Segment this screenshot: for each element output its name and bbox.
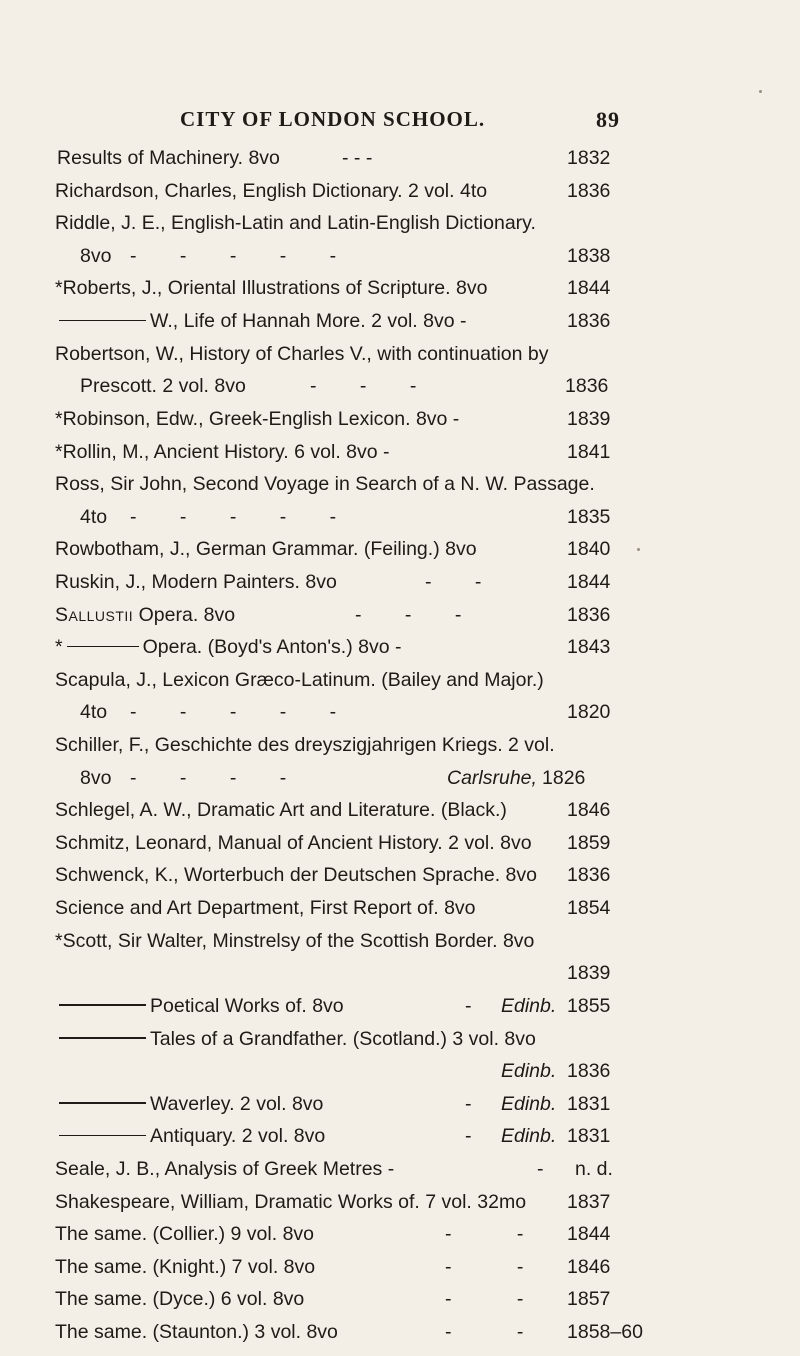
- list-item: [55, 275, 625, 302]
- list-item: [55, 1254, 625, 1281]
- entry-title: Shakespeare, William, Dramatic Works of. 7 vol. 32mo: [55, 1190, 527, 1213]
- entry-title: The same. (Collier.) 9 vol. 8vo: [55, 1223, 315, 1246]
- entry-year: 1826: [542, 766, 586, 789]
- entry-year: 1859: [567, 831, 611, 854]
- paper-speck: [637, 548, 640, 551]
- entry-year: 1840: [567, 538, 611, 561]
- list-item: [55, 895, 625, 922]
- entry-year: 1846: [567, 1255, 611, 1278]
- entry-title: Schlegel, A. W., Dramatic Art and Literature. (Black.): [55, 799, 507, 822]
- entry-year: 1831: [567, 1092, 611, 1115]
- entry-title: Prescott. 2 vol. 8vo: [80, 375, 246, 398]
- list-item: [55, 1058, 625, 1085]
- list-item: [55, 1189, 625, 1216]
- list-item: [55, 341, 625, 368]
- entry-title: Antiquary. 2 vol. 8vo: [150, 1125, 326, 1148]
- leader-dashes: - -: [445, 1255, 524, 1278]
- leader-dashes: -: [465, 994, 472, 1017]
- entry-title: Opera. 8vo: [138, 603, 236, 626]
- entry-author: Sallustii: [55, 603, 134, 626]
- list-item: [55, 993, 625, 1020]
- entry-place: Carlsruhe,: [447, 766, 537, 789]
- list-item: [80, 699, 625, 726]
- entry-place: Edinb.: [501, 1060, 557, 1083]
- entry-title: Schiller, F., Geschichte des dreyszigjahrigen Kriegs. 2 vol.: [55, 734, 555, 756]
- entry-title: Scapula, J., Lexicon Græco-Latinum. (Bailey and Major.): [55, 668, 544, 691]
- leader-dashes: - - -: [310, 375, 417, 398]
- leader-dashes: - -: [445, 1223, 524, 1246]
- entry-title: Schmitz, Leonard, Manual of Ancient History. 2 vol. 8vo: [55, 831, 532, 854]
- entry-title: *Rollin, M., Ancient History. 6 vol. 8vo -: [55, 440, 390, 463]
- entry-title: Ross, Sir John, Second Voyage in Search of a N. W. Passage.: [55, 473, 595, 496]
- entry-title: Riddle, J. E., English-Latin and Latin-English Dictionary.: [55, 212, 536, 235]
- entry-place: Edinb.: [501, 994, 557, 1017]
- leader-dashes: - - -: [342, 147, 373, 169]
- entry-title: Seale, J. B., Analysis of Greek Metres -: [55, 1157, 395, 1180]
- entry-year: 1843: [567, 636, 611, 659]
- entry-year: 1836: [567, 1060, 611, 1083]
- list-item: [55, 471, 625, 498]
- entry-title: Robertson, W., History of Charles V., with continuation by: [55, 342, 549, 365]
- list-item: [55, 830, 625, 857]
- entry-title: Waverley. 2 vol. 8vo: [150, 1092, 324, 1115]
- leader-dashes: -: [465, 1092, 472, 1115]
- list-item: [55, 928, 625, 955]
- list-item: [57, 145, 627, 172]
- entry-year: 1844: [567, 277, 611, 300]
- entry-title: Rowbotham, J., German Grammar. (Feiling.) 8vo: [55, 538, 477, 561]
- leader-dashes: - - - - -: [130, 244, 337, 267]
- list-item: [55, 1221, 625, 1248]
- entry-place: Edinb.: [501, 1125, 557, 1148]
- entry-year: 1836: [567, 179, 611, 202]
- entry-title: W., Life of Hannah More. 2 vol. 8vo -: [150, 310, 467, 333]
- list-item: [55, 536, 625, 563]
- list-item: [80, 243, 625, 270]
- list-item: [55, 1091, 625, 1118]
- ditto-rule: [67, 646, 139, 648]
- ditto-rule: [59, 1102, 146, 1104]
- leader-dashes: -: [537, 1157, 544, 1180]
- entry-year: 1832: [567, 147, 611, 169]
- entry-year: 1836: [565, 375, 609, 398]
- list-item: [55, 960, 625, 987]
- leader-dashes: - -: [425, 570, 482, 593]
- entry-title: Poetical Works of. 8vo: [150, 994, 344, 1017]
- page-header: [180, 107, 620, 137]
- list-item: [80, 765, 625, 792]
- entry-title: Tales of a Grandfather. (Scotland.) 3 vol. 8vo: [150, 1027, 536, 1050]
- entry-title: The same. (Dyce.) 6 vol. 8vo: [55, 1288, 305, 1311]
- entry-year: 1836: [567, 310, 611, 333]
- entry-year: 1839: [567, 407, 611, 430]
- entry-title: *Robinson, Edw., Greek-English Lexicon. 8vo -: [55, 407, 460, 430]
- list-item: [55, 667, 625, 694]
- entry-year: 1857: [567, 1288, 611, 1311]
- entry-year: 1841: [567, 440, 611, 463]
- list-item: [80, 373, 625, 400]
- entry-mark: *: [55, 636, 63, 659]
- list-item: [55, 308, 625, 335]
- list-item: [55, 1156, 625, 1183]
- list-item: [80, 504, 625, 531]
- entry-year: 1855: [567, 994, 611, 1017]
- list-item: [55, 1319, 643, 1346]
- leader-dashes: -: [465, 1125, 472, 1148]
- leader-dashes: - -: [445, 1321, 524, 1343]
- entry-year: 1858–60: [567, 1321, 643, 1343]
- list-item: [55, 210, 625, 237]
- entry-format: 8vo: [80, 244, 112, 267]
- list-item: [55, 634, 625, 661]
- list-item: [55, 1123, 625, 1150]
- entry-year: 1846: [567, 799, 611, 822]
- list-item: [55, 178, 625, 205]
- entry-year: 1836: [567, 603, 611, 626]
- list-item: [55, 439, 625, 466]
- entry-year: 1820: [567, 701, 611, 724]
- leader-dashes: - -: [445, 1288, 524, 1311]
- list-item: [55, 406, 625, 433]
- entry-title: Schwenck, K., Worterbuch der Deutschen Sprache. 8vo: [55, 864, 537, 887]
- entry-year: 1836: [567, 864, 611, 887]
- ditto-rule: [59, 1037, 146, 1039]
- entry-title: Opera. (Boyd's Anton's.) 8vo -: [142, 636, 402, 659]
- entry-format: 4to: [80, 505, 108, 528]
- paper-speck: [759, 90, 762, 93]
- ditto-rule: [59, 320, 146, 322]
- entry-title: *Scott, Sir Walter, Minstrelsy of the Scottish Border. 8vo: [55, 929, 535, 952]
- running-head: CITY OF LONDON SCHOOL.: [180, 107, 486, 131]
- leader-dashes: - - - - -: [130, 701, 337, 724]
- ditto-rule: [59, 1135, 146, 1137]
- entry-year: 1844: [567, 1223, 611, 1246]
- list-item: [55, 602, 625, 629]
- entry-year: 1835: [567, 505, 611, 528]
- ditto-rule: [59, 1004, 146, 1006]
- entry-place: Edinb.: [501, 1092, 557, 1115]
- page-number: 89: [596, 107, 620, 132]
- list-item: [55, 732, 625, 759]
- list-item: [55, 569, 625, 596]
- entry-year: 1844: [567, 570, 611, 593]
- entry-year: 1854: [567, 897, 611, 920]
- entry-title: Science and Art Department, First Report of. 8vo: [55, 897, 476, 920]
- entry-title: *Roberts, J., Oriental Illustrations of Scripture. 8vo: [55, 277, 488, 300]
- entry-title: Results of Machinery. 8vo: [57, 147, 280, 169]
- list-item: [55, 1026, 625, 1053]
- entry-title: The same. (Knight.) 7 vol. 8vo: [55, 1255, 316, 1278]
- entry-title: Richardson, Charles, English Dictionary. 2 vol. 4to: [55, 179, 488, 202]
- entry-format: 8vo: [80, 766, 112, 789]
- entry-year: 1837: [567, 1190, 611, 1213]
- leader-dashes: - - -: [355, 603, 462, 626]
- list-item: [55, 862, 625, 889]
- entry-title: The same. (Staunton.) 3 vol. 8vo: [55, 1321, 338, 1343]
- leader-dashes: - - - -: [130, 766, 287, 789]
- entry-year: 1838: [567, 244, 611, 267]
- entry-year: 1831: [567, 1125, 611, 1148]
- list-item: [55, 1286, 625, 1313]
- entry-format: 4to: [80, 701, 108, 724]
- entry-year: n. d.: [575, 1157, 613, 1180]
- entry-title: Ruskin, J., Modern Painters. 8vo: [55, 570, 337, 593]
- leader-dashes: - - - - -: [130, 505, 337, 528]
- list-item: [55, 797, 625, 824]
- entry-year: 1839: [567, 962, 611, 985]
